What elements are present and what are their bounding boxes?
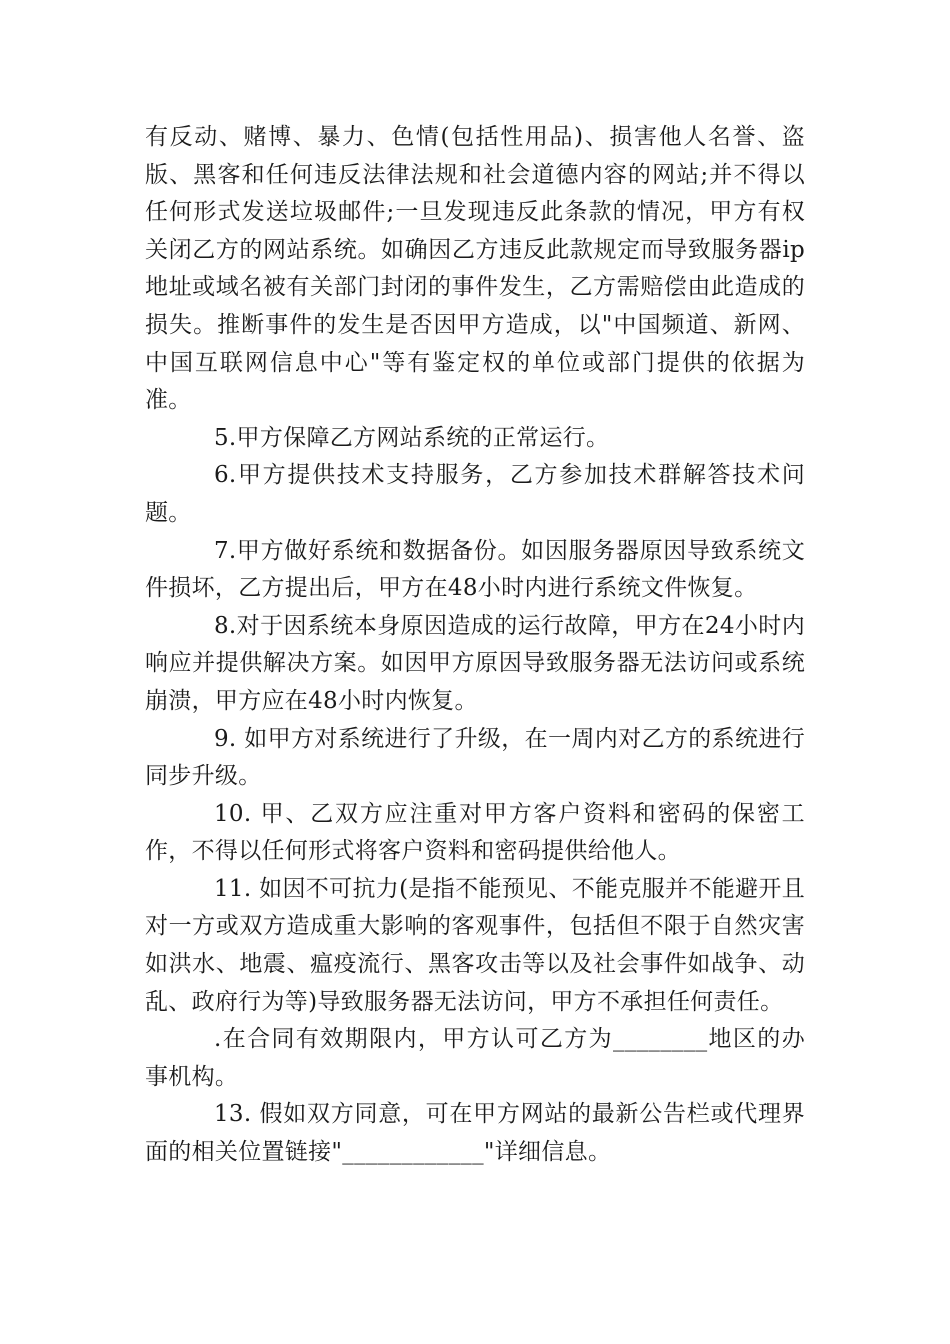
document-body [145,119,805,1172]
clause-10: 10. 甲、乙双方应注重对甲方客户资料和密码的保密工作，不得以任何形式将客户资料和密码提供给他人。 [145,800,805,865]
clause-13: 13. 假如双方同意，可在甲方网站的最新公告栏或代理界面的相关位置链接"____________"详细信息。 [145,1101,805,1166]
clause-9: 9. 如甲方对系统进行了升级，在一周内对乙方的系统进行同步升级。 [145,725,805,790]
clause-6: 6.甲方提供技术支持服务，乙方参加技术群解答技术问题。 [145,462,805,526]
clause-12: .在合同有效期限内，甲方认可乙方为________地区的办事机构。 [145,1026,805,1090]
clause-11: 11. 如因不可抗力(是指不能预见、不能克服并不能避开且对一方或双方造成重大影响的客观事件，包括但不限于自然灾害如洪水、地震、瘟疫流行、黑客攻击等以及社会事件如战争、动乱、政府行为等)导致服务器无法访问，甲方不承担任何责任。 [145,875,805,1015]
clause-5: 5.甲方保障乙方网站系统的正常运行。 [214,424,610,451]
clause-8: 8.对于因系统本身原因造成的运行故障，甲方在24小时内响应并提供解决方案。如因甲方原因导致服务器无法访问或系统崩溃，甲方应在48小时内恢复。 [145,612,805,714]
paragraph-continuation: 有反动、赌博、暴力、色情(包括性用品)、损害他人名誉、盗版、黑客和任何违反法律法规和社会道德内容的网站;并不得以任何形式发送垃圾邮件;一旦发现违反此条款的情况，甲方有权关闭乙方的网站系统。如确因乙方违反此款规定而导致服务器ip地址或域名被有关部门封闭的事件发生，乙方需赔偿由此造成的损失。推断事件的发生是否因甲方造成，以"中国频道、新网、中国互联网信息中心"等有鉴定权的单位或部门提供的依据为准。 [145,124,805,414]
clause-7: 7.甲方做好系统和数据备份。如因服务器原因导致系统文件损坏，乙方提出后，甲方在48小时内进行系统文件恢复。 [145,537,805,602]
